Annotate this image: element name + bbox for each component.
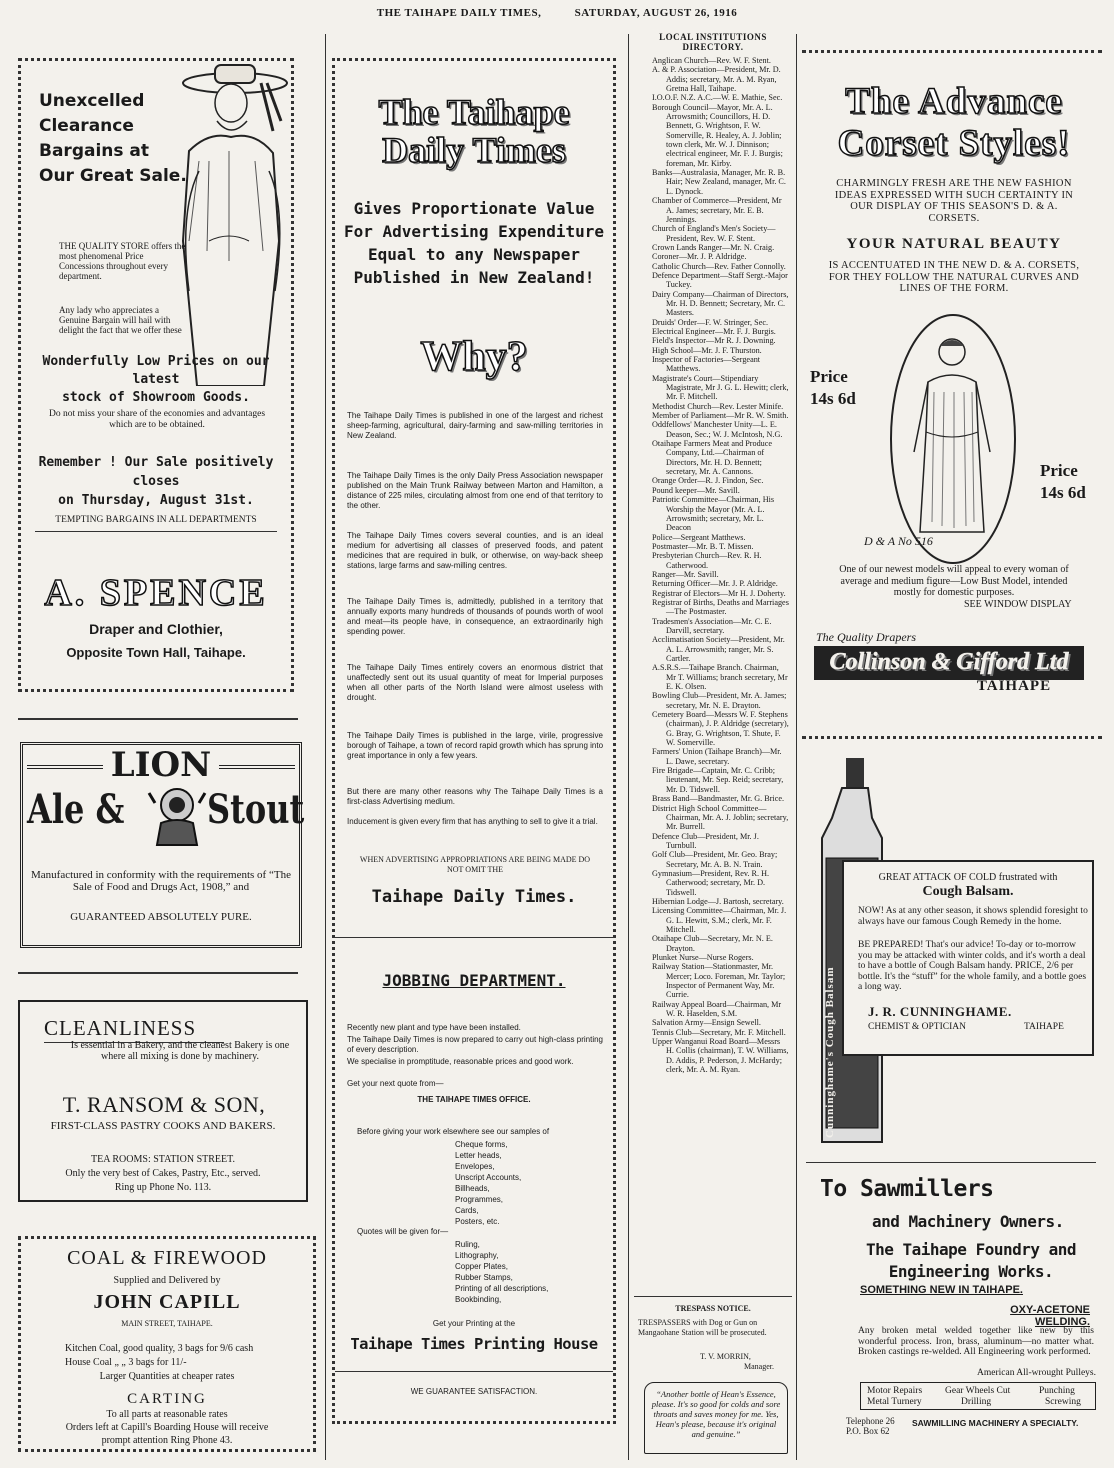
directory-entry: Orange Order—R. J. Findon, Sec. xyxy=(652,476,764,486)
ale-label: Ale & xyxy=(27,786,125,833)
times-title xyxy=(335,93,613,169)
lion-conformity: Manufactured in conformity with the requirements of “The Sale of Food and Drugs Act, 1908,” and xyxy=(31,869,291,893)
balsam-now: NOW! As at any other season, it shows splendid foresight to always have our famous Cough Remedy in the home. xyxy=(858,906,1088,927)
sample-item: Posters, etc. xyxy=(455,1217,500,1226)
value-line: For Advertising Expenditure xyxy=(343,222,605,241)
price-left xyxy=(810,366,856,410)
divider xyxy=(335,937,613,938)
directory-entry: Returning Officer—Mr. J. P. Aldridge. xyxy=(652,579,778,589)
collinson-gifford: Collinson & Gifford Ltd xyxy=(814,646,1084,680)
lion-emblem-icon xyxy=(147,783,207,849)
directory-entry: Gymnasium—President, Rev. R. H. Catherwood; secretary, Mr. D. Tidswell. xyxy=(652,868,770,897)
balsam-town: TAIHAPE xyxy=(1024,1022,1064,1032)
times-gives-value xyxy=(335,197,613,289)
directory-entry: Coroner—Mr. J. P. Aldridge. xyxy=(652,252,747,262)
times-office: THE TAIHAPE TIMES OFFICE. xyxy=(417,1095,531,1104)
corset-title-line: The Advance xyxy=(845,81,1063,122)
taihape-times-advert xyxy=(332,58,616,1424)
directory-entry: Postmaster—Mr. B. T. Missen. xyxy=(652,541,754,551)
divider xyxy=(18,972,298,974)
column-rule xyxy=(325,34,326,1460)
spence-paragraph: Any lady who appreciates a Genuine Bargain will hail with delight the fact that we offer these xyxy=(59,305,182,335)
directory-entry: Tennis Club—Secretary, Mr. F. Mitchell. xyxy=(652,1027,786,1037)
directory-entry: Tradesmen's Association—Mr. C. E. Darvill, secretary. xyxy=(652,616,772,635)
lion-guarantee: GUARANTEED ABSOLUTELY PURE. xyxy=(70,911,252,923)
directory-entry: Chamber of Commerce—President, Mr A. James; secretary, Mr. E. B. Jennings. xyxy=(652,196,782,224)
price-label: Price xyxy=(810,367,848,386)
remember-line: on Thursday, August 31st. xyxy=(58,493,254,508)
directory-entry: Acclimatisation Society—President, Mr. A. L. Arrowsmith; ranger, Mr. S. Cartler. xyxy=(652,635,785,663)
directory-entry: Police—Sergeant Matthews. xyxy=(652,532,746,542)
carting-orders: Orders left at Capill's Boarding House will receive xyxy=(65,1422,269,1433)
foundry-telephone: Telephone 26 xyxy=(846,1416,895,1426)
balsam-name: J. R. CUNNINGHAME. xyxy=(868,1004,1012,1019)
corset-window: SEE WINDOW DISPLAY xyxy=(964,599,1072,610)
spence-low-prices xyxy=(25,353,287,407)
directory-list xyxy=(652,56,790,1074)
balsam-trade: CHEMIST & OPTICIAN xyxy=(868,1022,966,1032)
directory-title: LOCAL INSTITUTIONS DIRECTORY. xyxy=(659,32,767,52)
spence-headline xyxy=(39,89,187,189)
price-right xyxy=(1040,460,1086,504)
directory-entry: Presbyterian Church—Rev. R. H. Catherwood. xyxy=(652,551,762,570)
guarantee-satisfaction: WE GUARANTEE SATISFACTION. xyxy=(410,1387,538,1396)
sample-item: Envelopes, xyxy=(455,1162,495,1171)
headline-line: Bargains at xyxy=(39,141,150,161)
directory-entry: Anglican Church—Rev. W. F. Stent. xyxy=(652,56,771,65)
balsam-prepared: BE PREPARED! That's our advice! To-day or to-morrow you may be attacked with winter colds, and it's worth a deal to have a bottle of Cough Balsam handy. PRICE, 2/6 per bottle. It's the “stuff” for the whole family, and a bottle goes a long way. xyxy=(858,940,1087,992)
foundry-box: P.O. Box 62 xyxy=(846,1426,890,1436)
spence-remember xyxy=(25,453,287,510)
remember-line: Remember ! Our Sale positively closes xyxy=(38,455,274,489)
foundry-text: Any broken metal welded together like new by this wonderful process. Iron, brass, aluminum—no matter what. Broken castings re-welded. All Engineering work performed. xyxy=(858,1326,1094,1357)
directory-entry: Magistrate's Court—Stipendiary Magistrate, Mr J. G. L. Hewitt; clerk, Mr. F. Mitchell. xyxy=(652,373,789,402)
directory-entry: Hibernian Lodge—J. Bartosh, secretary. xyxy=(652,896,784,906)
directory-entry: Dairy Company—Chairman of Directors, Mr. H. D. Bennett; Secretary, Mr. C. Masters. xyxy=(652,289,789,318)
carting-rates: To all parts at reasonable rates xyxy=(106,1409,228,1420)
ransom-trade: FIRST-CLASS PASTRY COOKS AND BAKERS. xyxy=(50,1120,276,1132)
lion-ale-advert xyxy=(20,742,305,948)
ransom-best: Only the very best of Cakes, Pastry, Etc., served. xyxy=(65,1168,261,1179)
directory-entry: A. & P. Association—President, Mr. D. Addis; secretary, Mr. A. M. Ryan, Gretna Hall, Taihape. xyxy=(652,65,781,94)
spence-advert xyxy=(18,58,294,692)
trespass-text: TRESPASSERS with Dog or Gun on Mangaohane Station will be prosecuted. xyxy=(638,1318,767,1337)
directory-entry: Defence Department—Staff Sergt.-Major Tuckey. xyxy=(652,270,788,290)
capill-kitchen-coal: Kitchen Coal, good quality, 3 bags for 9/6 cash xyxy=(65,1343,254,1354)
samples-list xyxy=(455,1139,605,1227)
directory-entry: Electrical Engineer—Mr. F. J. Burgis. xyxy=(652,326,776,336)
foundry-oxy: OXY-ACETONE WELDING. xyxy=(1010,1304,1090,1328)
service-screwing: Screwing xyxy=(1045,1397,1081,1407)
capill-street: MAIN STREET, TAIHAPE. xyxy=(121,1319,213,1328)
corset-title-line: Corset Styles! xyxy=(837,123,1071,164)
directory-entry: Railway Station—Stationmaster, Mr. Mercer; Loco. Foreman, Mr. Taylor; Inspector of Permanent Way, Mr. Currie. xyxy=(652,962,786,1000)
foundry-pulleys: American All-wrought Pulleys. xyxy=(977,1368,1096,1378)
sample-item: Cheque forms, xyxy=(455,1140,508,1149)
sample-item: Billheads, xyxy=(455,1184,490,1193)
ransom-phone: Ring up Phone No. 113. xyxy=(114,1182,212,1193)
directory-entry: Registrar of Electors—Mr H. J. Doherty. xyxy=(652,588,786,598)
headline-line: Our Great Sale. xyxy=(39,166,187,186)
spence-address: Opposite Town Hall, Taihape. xyxy=(66,645,246,660)
carting-title: CARTING xyxy=(127,1391,207,1407)
corset-model-icon xyxy=(888,312,1018,566)
times-reason: But there are many other reasons why The Taihape Daily Times is a first-class Advertising medium. xyxy=(347,787,603,806)
directory-entry: Ranger—Mr. Savill. xyxy=(652,569,719,579)
divider xyxy=(335,1371,613,1372)
corset-taihape: TAIHAPE xyxy=(976,678,1052,694)
directory-entry: Member of Parliament—Mr R. W. Smith. xyxy=(652,411,789,421)
spence-paragraph: THE QUALITY STORE offers the most phenomenal Price Concessions throughout every department. xyxy=(59,241,186,281)
balsam-advert xyxy=(842,860,1094,1056)
corset-accentuated: IS ACCENTUATED IN THE NEW D. & A. CORSETS, FOR THEY FOLLOW THE NATURAL CURVES AND LINES OF THE FORM. xyxy=(828,260,1080,294)
directory-entry: Patriotic Committee—Chairman, His Worship the Mayor (Mr. A. L. Arrowsmith; secretary, Mr. L. Deacon xyxy=(652,495,775,533)
foundry-new: SOMETHING NEW IN TAIHAPE. xyxy=(860,1284,1023,1296)
directory-entry: Bowling Club—President, Mr. A. James; secretary, Mr. N. E. Drayton. xyxy=(652,691,787,710)
spence-economies: Do not miss your share of the economies and advantages which are to be obtained. xyxy=(48,409,266,430)
corset-model-number: D & A No 516 xyxy=(864,534,933,548)
divider xyxy=(634,1296,792,1297)
spence-tempting: TEMPTING BARGAINS IN ALL DEPARTMENTS xyxy=(55,515,257,525)
column-rule xyxy=(628,34,629,1460)
ransom-name: T. RANSOM & SON, xyxy=(62,1092,266,1117)
directory-entry: Inspector of Factories—Sergeant Matthews. xyxy=(652,355,761,374)
quote-item: Copper Plates, xyxy=(455,1262,508,1271)
directory-entry: Defence Club—President, Mr. J. Turnbull. xyxy=(652,831,759,850)
masthead-date: SATURDAY, AUGUST 26, 1916 xyxy=(574,7,738,19)
times-title-line: Daily Times xyxy=(382,130,566,170)
low-prices-line: Wonderfully Low Prices on our latest xyxy=(42,354,270,387)
times-why: Why? xyxy=(420,334,528,380)
foundry-specialty: SAWMILLING MACHINERY A SPECIALTY. xyxy=(912,1418,1079,1428)
trespass-signature: T. V. MORRIN, xyxy=(700,1352,751,1361)
times-reason: The Taihape Daily Times is, admittedly, published in a territory that annually exports many hundreds of thousands of pounds worth of wool and meat—its people have, in consequence, an extraordinarily high spending power. xyxy=(347,597,603,636)
quality-drapers: The Quality Drapers xyxy=(816,630,916,644)
directory-entry: Fire Brigade—Captain, Mr. C. Cribb; lieutenant, Mr. Sep. Reid; secretary, Mr. D. Tidswell. xyxy=(652,766,784,794)
balsam-bottle-label: Cunninghame's Cough Balsam xyxy=(824,966,836,1138)
price-value: 14s 6d xyxy=(810,389,856,408)
directory-entry: Pound keeper—Mr. Savill. xyxy=(652,485,740,495)
capill-supplied: Supplied and Delivered by xyxy=(113,1275,221,1286)
service-drilling: Drilling xyxy=(961,1397,992,1407)
sample-item: Unscript Accounts, xyxy=(455,1173,522,1182)
quotes-list xyxy=(455,1239,615,1305)
trespass-role: Manager. xyxy=(744,1362,774,1371)
trespass-title: TRESPASS NOTICE. xyxy=(675,1304,751,1313)
hean-advert xyxy=(644,1382,788,1454)
value-line: Equal to any Newspaper xyxy=(368,245,580,264)
foundry-name-line: Engineering Works. xyxy=(888,1262,1054,1281)
ransom-tea-rooms: TEA ROOMS: STATION STREET. xyxy=(90,1154,236,1165)
lion-title: LION xyxy=(110,745,212,785)
times-title-line: The Taihape xyxy=(378,92,570,132)
directory-entry: Catholic Church—Rev. Father Connolly. xyxy=(652,261,786,271)
jobbing-title: JOBBING DEPARTMENT. xyxy=(382,971,566,990)
directory-entry: Salvation Army—Ensign Sewell. xyxy=(652,1018,761,1028)
jobbing-text: Get your next quote from— xyxy=(347,1079,444,1088)
jobbing-text: Recently new plant and type have been installed. xyxy=(347,1023,521,1032)
divider xyxy=(27,765,103,769)
divider xyxy=(219,765,295,769)
directory-entry: Methodist Church—Rev. Lester Minife. xyxy=(652,401,784,411)
samples-intro: Before giving your work elsewhere see our samples of xyxy=(357,1127,550,1136)
spence-trade: Draper and Clothier, xyxy=(89,621,223,637)
directory-entry: Crown Lands Ranger—Mr. N. Craig. xyxy=(652,242,775,252)
lady-illustration-icon xyxy=(169,61,289,386)
value-line: Published in New Zealand! xyxy=(353,268,595,287)
directory-entry: Plunket Nurse—Nurse Rogers. xyxy=(652,953,754,962)
sample-item: Letter heads, xyxy=(455,1151,502,1160)
capill-larger: Larger Quantities at cheaper rates xyxy=(99,1371,235,1382)
jobbing-text: We specialise in promptitude, reasonable prices and good work. xyxy=(347,1057,574,1066)
balsam-title: Cough Balsam. xyxy=(922,884,1014,899)
price-label: Price xyxy=(1040,461,1078,480)
quote-item: Lithography, xyxy=(455,1251,499,1260)
get-printing: Get your Printing at the xyxy=(432,1319,516,1328)
sample-item: Programmes, xyxy=(455,1195,504,1204)
times-when: WHEN ADVERTISING APPROPRIATIONS ARE BEING MADE DO NOT OMIT THE xyxy=(359,855,591,874)
price-value: 14s 6d xyxy=(1040,483,1086,502)
spence-name: A. SPENCE xyxy=(44,572,268,614)
foundry-name-line: The Taihape Foundry and xyxy=(865,1240,1077,1259)
ransom-bakery: Is essential in a Bakery, and the cleanest Bakery is one where all mixing is done by machinery. xyxy=(70,1040,290,1062)
directory-entry: Upper Wanganui Road Board—Messrs H. Collis (chairman), T. W. Williams, D. Addis, P. Pederson, J. McHardy; clerk, Mr. A. M. Ryan. xyxy=(652,1037,789,1075)
printing-house: Taihape Times Printing House xyxy=(350,1335,598,1353)
ransom-advert xyxy=(18,1000,308,1202)
divider xyxy=(35,531,277,532)
directory-entry: Oddfellows' Manchester Unity—L. E. Deason, Sec.; W. J. McIntosh, N.G. xyxy=(652,420,783,439)
directory-entry: Golf Club—President, Mr. Geo. Bray; Secretary, Mr. A. B. N. Train. xyxy=(652,850,778,869)
corset-beauty: YOUR NATURAL BEAUTY xyxy=(846,236,1062,252)
quote-item: Bookbinding, xyxy=(455,1295,502,1304)
divider xyxy=(806,1162,1096,1163)
service-motor: Motor Repairs xyxy=(867,1386,923,1396)
capill-advert xyxy=(18,1236,316,1452)
jobbing-text: The Taihape Daily Times is now prepared to carry out high-class printing of every description. xyxy=(347,1035,603,1054)
foundry-services-box xyxy=(860,1382,1096,1410)
directory-entry: Brass Band—Bandmaster, Mr. G. Brice. xyxy=(652,794,785,804)
corset-fashion: CHARMINGLY FRESH ARE THE NEW FASHION IDEAS EXPRESSED WITH SUCH CERTAINTY IN OUR DISPLAY OF THIS SEASON'S D. & A. CORSETS. xyxy=(834,178,1074,224)
times-reason: The Taihape Daily Times is published in the large, virile, progressive borough of Taihape, a town of record rapid growth which has sprung into great importance in only a few years. xyxy=(347,731,604,760)
value-line: Gives Proportionate Value xyxy=(353,199,595,218)
corset-newest: One of our newest models will appeal to every woman of average and medium figure—Low Bust Model, intended mostly for domestic purposes. xyxy=(839,564,1069,598)
capill-house-coal: House Coal „ „ 3 bags for 11/- xyxy=(65,1357,187,1368)
foundry-machinery: and Machinery Owners. xyxy=(872,1212,1064,1231)
times-omit: Taihape Daily Times. xyxy=(371,887,577,907)
directory-entry: Registrar of Births, Deaths and Marriages—The Postmaster. xyxy=(652,597,789,617)
directory-entry: Railway Appeal Board—Chairman, Mr W. R. Haselden, S.M. xyxy=(652,999,782,1019)
times-reason: The Taihape Daily Times entirely covers an enormous district that unaffectedly sent out its usual quantity of meat for Imperial purposes when all other parts of the North Island were almost useless with drought. xyxy=(347,663,603,702)
quote-item: Printing of all descriptions, xyxy=(455,1284,549,1293)
balsam-headline: GREAT ATTACK OF COLD frustrated with xyxy=(878,872,1058,883)
directory-entry: A.S.R.S.—Taihape Branch. Chairman, Mr T. Williams; branch secretary, Mr E. K. Olsen. xyxy=(652,663,788,692)
directory-entry: District High School Committee—Chairman, Mr. A. J. Joblin; secretary, Mr. Burrell. xyxy=(652,803,789,832)
directory-entry: Otaihape Club—Secretary, Mr. N. E. Drayton. xyxy=(652,934,773,953)
service-turnery: Metal Turnery xyxy=(867,1397,922,1407)
directory-entry: Druids' Order—F. W. Stringer, Sec. xyxy=(652,317,769,327)
cleanliness-title: CLEANLINESS xyxy=(44,1016,197,1040)
directory-entry: Borough Council—Mayor, Mr. A. L. Arrowsmith; Councillors, H. D. Bennett, G. Wrightson, F. W. Somerville, R. Healey, A. J. Joblin; town clerk, Mr. W. J. Dinnison; electrical engineer, Mr. F. J. Burgis; foreman, Mr. Kirby. xyxy=(652,102,783,168)
quote-item: Ruling, xyxy=(455,1240,480,1249)
times-reason: The Taihape Daily Times covers several counties, and is an ideal medium for advertising all classes of preserved foods, and patent medicines that are required in bulk, or otherwise, on way-back sheep stations, large farms and saw-milling centres. xyxy=(347,531,603,570)
headline-line: Clearance xyxy=(39,116,134,136)
directory-entry: I.O.O.F. N.Z. A.C.—W. E. Mathie, Sec. xyxy=(652,93,783,103)
foundry-sawmillers: To Sawmillers xyxy=(820,1176,994,1202)
low-prices-line: stock of Showroom Goods. xyxy=(62,390,250,405)
column-rule xyxy=(796,34,797,1460)
times-reason: The Taihape Daily Times is the only Daily Press Association newspaper published on the Main Trunk Railway between Marton and Hamilton, a distance of 225 miles, circulating almost from one end of that territory to the other. xyxy=(347,471,603,510)
masthead-title: THE TAIHAPE DAILY TIMES, xyxy=(376,7,542,19)
divider xyxy=(802,50,1102,53)
times-reason: The Taihape Daily Times is published in one of the largest and richest sheep-farming, agricultural, dairy-farming and saw-milling territories in New Zealand. xyxy=(347,411,603,440)
directory-entry: Licensing Committee—Chairman, Mr. J. G. L. Hewitt, S.M.; clerk, Mr. F. Mitchell. xyxy=(652,906,787,934)
directory-entry: Cemetery Board—Messrs W. F. Stephens (chairman), J. P. Aldridge (secretary), G. Bray, G. Wrightson, T. Shute, F. W. Somerville. xyxy=(652,710,789,748)
times-reason: Inducement is given every firm that has anything to sell to give it a trial. xyxy=(347,817,598,826)
service-punching: Punching xyxy=(1039,1386,1075,1396)
hean-quote: “Another bottle of Hean's Essence, please. It's so good for colds and sore throats and saves money for me. Yes, Hean's please, because it's original and genuine.” xyxy=(651,1389,781,1439)
directory-entry: Banks—Australasia, Manager, Mr. R. B. Hair; New Zealand, manager, Mr. C. L. Dynock. xyxy=(652,168,786,196)
carting-phone: prompt attention Ring Phone 43. xyxy=(101,1435,233,1446)
directory-entry: Field's Inspector—Mr R. J. Downing. xyxy=(652,336,776,346)
coal-title: COAL & FIREWOOD xyxy=(67,1247,267,1269)
masthead xyxy=(0,0,1114,24)
directory-entry: Farmers' Union (Taihape Branch)—Mr. L. Dawe, secretary. xyxy=(652,747,782,766)
divider xyxy=(18,718,298,720)
sample-item: Cards, xyxy=(455,1206,479,1215)
corset-advert xyxy=(804,74,1104,694)
headline-line: Unexcelled xyxy=(39,91,145,111)
directory-entry: Otaihape Farmers Meat and Produce Company, Ltd.—Chairman of Directors, Mr. H. D. Bennett; secretary, Mr. A. Cannons. xyxy=(652,439,773,477)
directory-entry: High School—Mr. J. F. Thurston. xyxy=(652,345,762,355)
service-gear: Gear Wheels Cut xyxy=(945,1386,1011,1396)
quote-item: Rubber Stamps, xyxy=(455,1273,513,1282)
quotes-intro: Quotes will be given for— xyxy=(357,1227,449,1236)
stout-label: Stout xyxy=(207,786,305,833)
directory-entry: Church of England's Men's Society—President, Rev. W. F. Stent. xyxy=(652,224,776,243)
foundry-advert xyxy=(806,1170,1100,1456)
divider xyxy=(802,736,1102,739)
capill-name: JOHN CAPILL xyxy=(93,1291,241,1313)
